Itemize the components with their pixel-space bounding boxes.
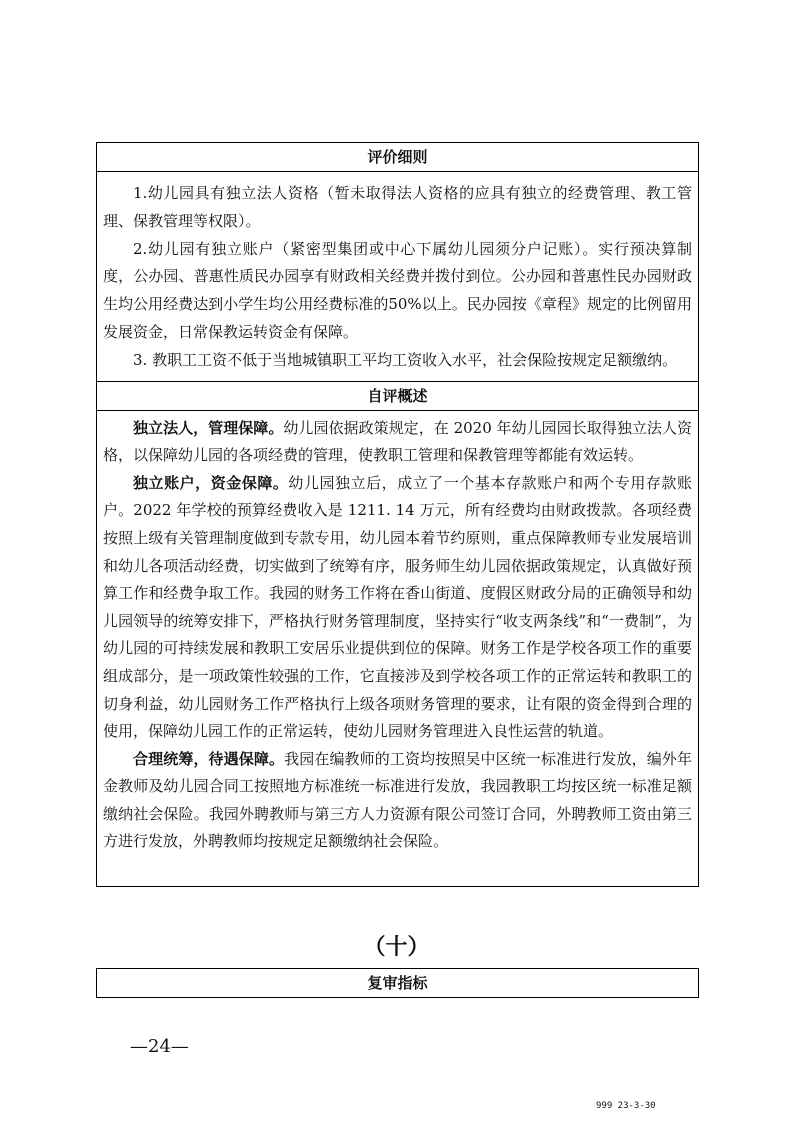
- review-table: [96, 968, 699, 998]
- paragraph-lead: 合理统筹，待遇保障。: [133, 749, 285, 768]
- evaluation-table: [96, 142, 699, 887]
- criteria-item-1: 1.幼儿园具有独立法人资格（暂未取得法人资格的应具有独立的经费管理、教工管理、保教管理等权限）。: [103, 184, 692, 230]
- criteria-header: 评价细则: [97, 143, 698, 172]
- section-number: （十）: [363, 934, 430, 960]
- footer-stamp: 999 23-3-30: [596, 1101, 656, 1111]
- criteria-cell: [97, 172, 698, 381]
- paragraph-lead: 独立法人，管理保障。: [133, 418, 284, 437]
- paragraph-text: 我园在编教师的工资均按照吴中区统一标准进行发放，编外年金教师及幼儿园合同工按照地方标准统一标准进行发放，我园教职工均按区统一标准足额缴纳社会保险。我园外聘教师与第三方人力资源有限公司签订合同，外聘教师工资由第三方进行发放，外聘教师均按规定足额缴纳社会保险。: [103, 749, 692, 851]
- self-eval-paragraph-3: [103, 746, 692, 856]
- paragraph-text: 幼儿园独立后，成立了一个基本存款账户和两个专用存款账户。2022 年学校的预算经费收入是 1211. 14 万元，所有经费均由财政拨款。各项经费按照上级有关管理制度做到专款专用，幼儿园本着节约原则，重点保障教师专业发展培训和幼儿各项活动经费，切实做到了统筹有序，服务师生幼儿园依据政策规定，认真做好预算工作和经费争取工作。我园的财务工作将在香山街道、度假区财政分局的正确领导和幼儿园领导的统筹安排下，严格执行财务管理制度，坚持实行“收支两条线”和“一费制”，为幼儿园的可持续发展和教职工安居乐业提供到位的保障。财务工作是学校各项工作的重要组成部分，是一项政策性较强的工作，它直接涉及到学校各项工作的正常运转和教职工的切身利益，幼儿园财务工作严格执行上级各项财务管理的要求，让有限的资金得到合理的使用，保障幼儿园工作的正常运转，使幼儿园财务管理进入良性运营的轨道。: [103, 473, 692, 741]
- paragraph-text: 幼儿园依据政策规定，在 2020 年幼儿园园长取得独立法人资格，以保障幼儿园的各项经费的管理，使教职工管理和保教管理等都能有效运转。: [103, 418, 692, 465]
- criteria-item-3: 3. 教职工工资不低于当地城镇职工平均工资收入水平，社会保险按规定足额缴纳。: [133, 350, 678, 369]
- self-eval-header: 自评概述: [97, 381, 698, 411]
- self-eval-cell: [97, 411, 698, 863]
- self-eval-paragraph-1: [103, 415, 692, 470]
- paragraph-lead: 独立账户，资金保障。: [133, 473, 289, 492]
- self-eval-paragraph-2: [103, 470, 692, 746]
- page-number: —24—: [130, 1036, 189, 1057]
- criteria-item-2: 2.幼儿园有独立账户（紧密型集团或中心下属幼儿园须分户记账）。实行预决算制度，公办园、普惠性质民办园享有财政相关经费并拨付到位。公办园和普惠性民办园财政生均公用经费达到小学生均公用经费标准的50%以上。民办园按《章程》规定的比例留用发展资金，日常保教运转资金有保障。: [103, 239, 693, 341]
- review-header: 复审指标: [367, 974, 428, 992]
